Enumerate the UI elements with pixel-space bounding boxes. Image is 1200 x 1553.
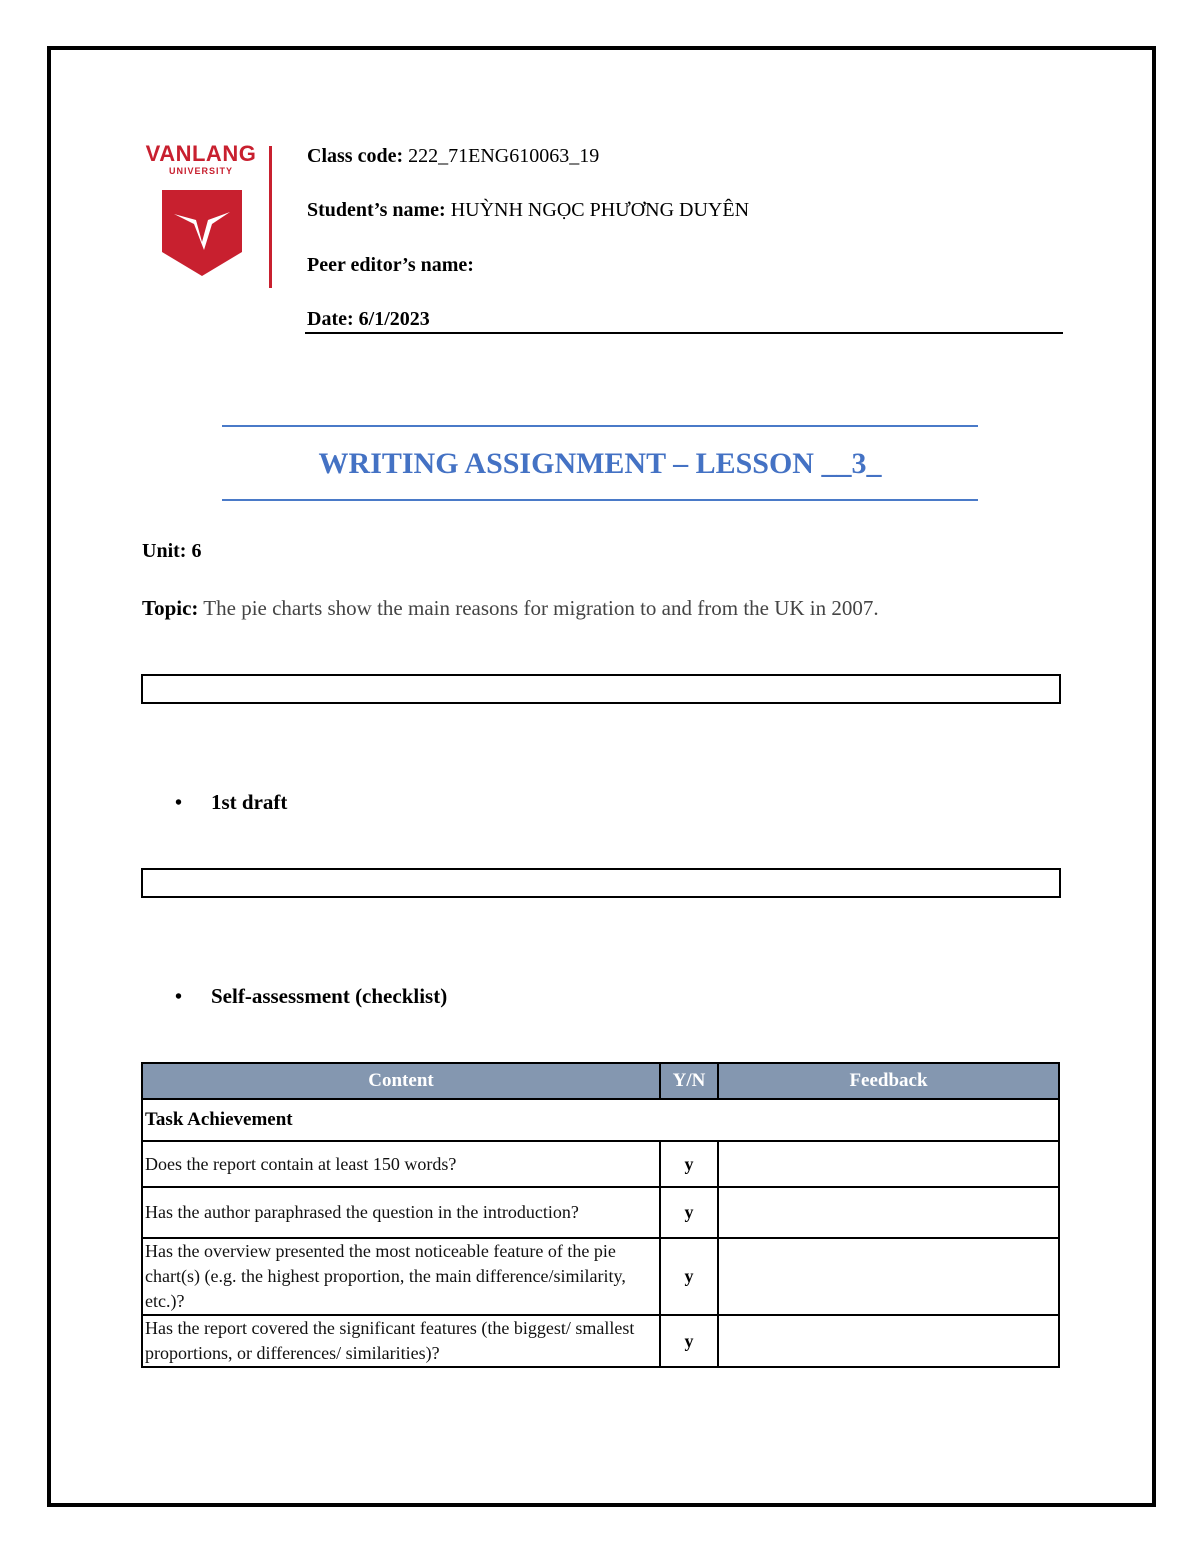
class-code-label: Class code: xyxy=(307,145,404,167)
answer-cell[interactable]: y xyxy=(660,1238,718,1315)
university-logo xyxy=(140,142,275,292)
topic-text: The pie charts show the main reasons for migration to and from the UK in 2007. xyxy=(198,596,879,620)
table-row xyxy=(142,1238,1059,1315)
header-divider xyxy=(305,332,1063,334)
shield-icon xyxy=(162,190,242,278)
section-title: Task Achievement xyxy=(142,1099,1059,1141)
question-cell: Has the report covered the significant features (the biggest/ smallest proportions, or differences/ similarities)? xyxy=(142,1315,660,1367)
table-row xyxy=(142,1141,1059,1187)
logo-name: VANLANG xyxy=(145,141,257,166)
table-header-row xyxy=(142,1063,1059,1099)
first-draft-label: 1st draft xyxy=(211,790,288,814)
question-cell: Has the overview presented the most noticeable feature of the pie chart(s) (e.g. the highest proportion, the main difference/similarity, etc.)? xyxy=(142,1238,660,1315)
bullet-icon: • xyxy=(175,792,183,814)
peer-editor-label: Peer editor’s name: xyxy=(307,254,474,276)
answer-cell[interactable]: y xyxy=(660,1141,718,1187)
table-row xyxy=(142,1315,1059,1367)
answer-cell[interactable]: y xyxy=(660,1187,718,1238)
first-draft-heading xyxy=(175,788,287,817)
draft-box xyxy=(141,868,1061,898)
header-feedback: Feedback xyxy=(718,1063,1059,1099)
question-cell: Does the report contain at least 150 words? xyxy=(142,1141,660,1187)
title-rule-top xyxy=(222,425,978,427)
student-name-label: Student’s name: xyxy=(307,199,446,221)
feedback-cell[interactable] xyxy=(718,1187,1059,1238)
section-row xyxy=(142,1099,1059,1141)
logo-divider xyxy=(269,146,272,288)
outline-box xyxy=(141,674,1061,704)
header-yn: Y/N xyxy=(660,1063,718,1099)
self-assessment-heading xyxy=(175,982,447,1011)
class-code-value: 222_71ENG610063_19 xyxy=(403,145,600,167)
topic-label: Topic: xyxy=(142,596,199,620)
date-label: Date: 6/1/2023 xyxy=(307,308,430,330)
title-rule-bottom xyxy=(222,499,978,501)
question-cell: Has the author paraphrased the question in the introduction? xyxy=(142,1187,660,1238)
table-row xyxy=(142,1187,1059,1238)
topic-line xyxy=(142,594,879,622)
feedback-cell[interactable] xyxy=(718,1141,1059,1187)
page-title: WRITING ASSIGNMENT – LESSON __3_ xyxy=(318,447,882,480)
answer-cell[interactable]: y xyxy=(660,1315,718,1367)
feedback-cell[interactable] xyxy=(718,1315,1059,1367)
bullet-icon: • xyxy=(175,986,183,1008)
class-code-line xyxy=(307,143,599,169)
date-line xyxy=(307,306,430,332)
peer-editor-line xyxy=(307,252,474,278)
feedback-cell[interactable] xyxy=(718,1238,1059,1315)
student-name-value: HUỲNH NGỌC PHƯƠNG DUYÊN xyxy=(445,199,750,221)
student-name-line xyxy=(307,197,749,223)
self-assessment-label: Self-assessment (checklist) xyxy=(211,984,448,1008)
logo-subtitle: UNIVERSITY xyxy=(168,166,233,176)
checklist-table xyxy=(141,1062,1060,1368)
unit-label: Unit: 6 xyxy=(142,540,202,562)
header-content: Content xyxy=(142,1063,660,1099)
